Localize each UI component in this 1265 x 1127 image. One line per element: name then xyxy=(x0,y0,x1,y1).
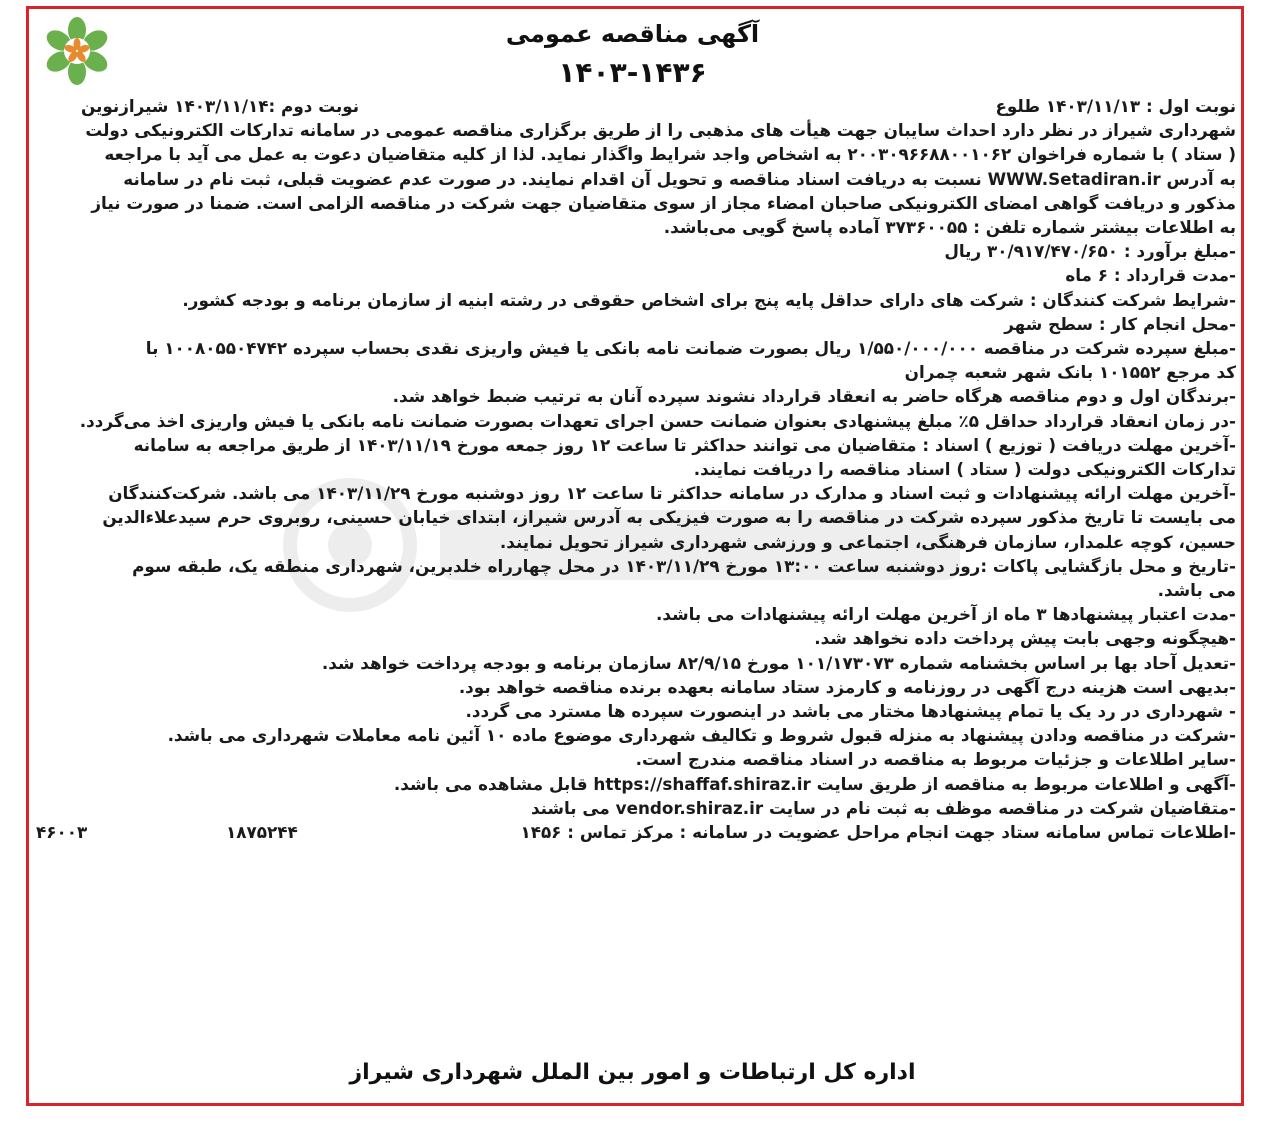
body-line: کد مرجع ۱۰۱۵۵۲ بانک شهر شعبه چمران xyxy=(904,362,1236,383)
body-line: شهرداری شیراز در نظر دارد احداث سایبان جهت هیأت های مذهبی را از طریق برگزاری مناقصه عمومی در سامانه تدارکات الکترونیکی دولت xyxy=(85,120,1236,141)
body-line: -آگهی و اطلاعات مربوط به مناقصه از طریق سایت https://shaffaf.shiraz.ir قابل مشاهده می باشد. xyxy=(393,773,1236,794)
body-line: -هیچگونه وجهی بابت پیش پرداخت داده نخواهد شد. xyxy=(814,628,1236,649)
body-line: -مدت اعتبار پیشنهادها ۳ ماه از آخرین مهلت ارائه پیشنهادات می باشد. xyxy=(656,604,1236,625)
contact-info xyxy=(36,820,1236,844)
body-line: -شرکت در مناقصه ودادن پیشنهاد به منزله قبول شروط و تکالیف شهرداری موضوع ماده ۱۰ آئین نامه معاملات شهرداری می باشد. xyxy=(167,725,1236,746)
publication-dates xyxy=(36,94,1236,118)
body-line: -آخرین مهلت دریافت ( توزیع ) اسناد : متقاضیان می توانند حداکثر تا ساعت ۱۲ روز جمعه مورخ ۱۴۰۳/۱۱/۱۹ از طریق مراجعه به سامانه xyxy=(133,434,1236,455)
notice-title: آگهی مناقصه عمومی xyxy=(505,20,760,48)
contact-label: -اطلاعات تماس سامانه ستاد جهت انجام مراحل عضویت در سامانه : مرکز تماس : ۱۴۵۶ xyxy=(520,822,1236,843)
body-line: -در زمان انعقاد قرارداد حداقل ۵٪ مبلغ پیشنهادی بعنوان ضمانت حسن اجرای تعهدات بصورت ضمانت نامه بانکی یا فیش واریزی اخذ می‌گردد. xyxy=(79,410,1236,431)
notice-body xyxy=(36,94,1236,844)
body-line: -مبلغ برآورد : ۳۰/۹۱۷/۴۷۰/۶۵۰ ریال xyxy=(944,241,1236,262)
body-line: -تعدیل آحاد بها بر اساس بخشنامه شماره ۱۰۱/۱۷۳۰۷۳ مورخ ۸۲/۹/۱۵ سازمان برنامه و بودجه پرداخت خواهد شد. xyxy=(321,652,1236,673)
first-publication: نوبت اول : ۱۴۰۳/۱۱/۱۳ طلوع xyxy=(995,96,1236,116)
body-line: - شهرداری در رد یک یا تمام پیشنهادها مختار می باشد در اینصورت سپرده ها مسترد می گردد. xyxy=(465,701,1236,722)
contact-numbers xyxy=(36,820,416,844)
body-line: می بایست تا تاریخ مذکور سپرده شرکت در مناقصه را به صورت فیزیکی به آدرس شیراز، ابتدای خیابان حسینی، روبروی حرم سیدعلاءالدین xyxy=(102,507,1236,528)
body-line: مذکور و دریافت گواهی امضای الکترونیکی صاحبان امضاء مجاز از سوی متقاضیان جهت شرکت در مناقصه الزامی است. ضمنا در صورت نیاز xyxy=(91,192,1236,213)
issuer-signature: اداره کل ارتباطات و امور بین الملل شهرداری شیراز xyxy=(349,1060,916,1085)
body-line: به اطلاعات بیشتر شماره تلفن : ۳۷۳۶۰۰۵۵ آماده پاسخ گویی می‌باشد. xyxy=(663,217,1236,238)
body-line: -آخرین مهلت ارائه پیشنهادات و ثبت اسناد و مدارک در سامانه حداکثر تا ساعت ۱۲ روز دوشنبه مورخ ۱۴۰۳/۱۱/۲۹ می باشد. شرکت‌کنندگان xyxy=(108,483,1236,504)
tender-number: ۱۴۰۳-۱۴۳۶ xyxy=(558,56,707,89)
contact-phone-1: ۱۸۷۵۲۴۴ xyxy=(226,822,298,843)
body-line: -برندگان اول و دوم مناقصه هرگاه حاضر به انعقاد قرارداد نشوند سپرده آنان به ترتیب ضبط خواهد شد. xyxy=(392,386,1236,407)
contact-phone-2: ۴۶۰۰۳ xyxy=(36,822,88,843)
second-publication: نوبت دوم :۱۴۰۳/۱۱/۱۴ شیرازنوین xyxy=(81,96,360,116)
body-line: -مدت قرارداد : ۶ ماه xyxy=(1065,265,1236,286)
body-line: -بدیهی است هزینه درج آگهی در روزنامه و کارمزد ستاد سامانه بعهده برنده مناقصه خواهد بود. xyxy=(458,676,1236,697)
body-line: ( ستاد ) با شماره فراخوان ۲۰۰۳۰۹۶۶۸۸۰۰۱۰۶۲ به اشخاص واجد شرایط واگذار نماید. لذا از کلیه متقاضیان دعوت به عمل می آید با مراجعه xyxy=(104,144,1236,165)
body-line: -مبلغ سپرده شرکت در مناقصه ۱/۵۵۰/۰۰۰/۰۰۰ ریال بصورت ضمانت نامه بانکی یا فیش واریزی نقدی بحساب سپرده ۱۰۰۸۰۵۵۰۴۷۴۲ با xyxy=(145,338,1236,359)
body-line: به آدرس WWW.Setadiran.ir نسبت به دریافت اسناد مناقصه و تحویل آن اقدام نمایند. در صورت عدم عضویت قبلی، ثبت نام در سامانه xyxy=(123,168,1236,189)
body-line: تدارکات الکترونیکی دولت ( ستاد ) اسناد مناقصه را دریافت نمایند. xyxy=(693,459,1236,480)
body-line: -متقاضیان شرکت در مناقصه موظف به ثبت نام در سایت vendor.shiraz.ir می باشند xyxy=(530,797,1236,818)
body-line: -شرایط شرکت کنندگان : شرکت های دارای حداقل پایه پنج برای اشخاص حقوقی در رشته ابنیه از سازمان برنامه و بودجه کشور. xyxy=(182,289,1236,310)
body-line: -سایر اطلاعات و جزئیات مربوط به مناقصه در اسناد مناقصه مندرج است. xyxy=(635,749,1236,770)
body-line: -تاریخ و محل بازگشایی پاکات :روز دوشنبه ساعت ۱۳:۰۰ مورخ ۱۴۰۳/۱۱/۲۹ در محل چهارراه خلدبرین، شهرداری منطقه یک، طبقه سوم xyxy=(132,555,1236,576)
body-line: حسین، کوچه علمدار، سازمان فرهنگی، اجتماعی و ورزشی شهرداری شیراز تحویل نمایند. xyxy=(499,531,1236,552)
body-line: -محل انجام کار : سطح شهر xyxy=(1004,313,1236,334)
body-line: می باشد. xyxy=(1157,580,1236,601)
